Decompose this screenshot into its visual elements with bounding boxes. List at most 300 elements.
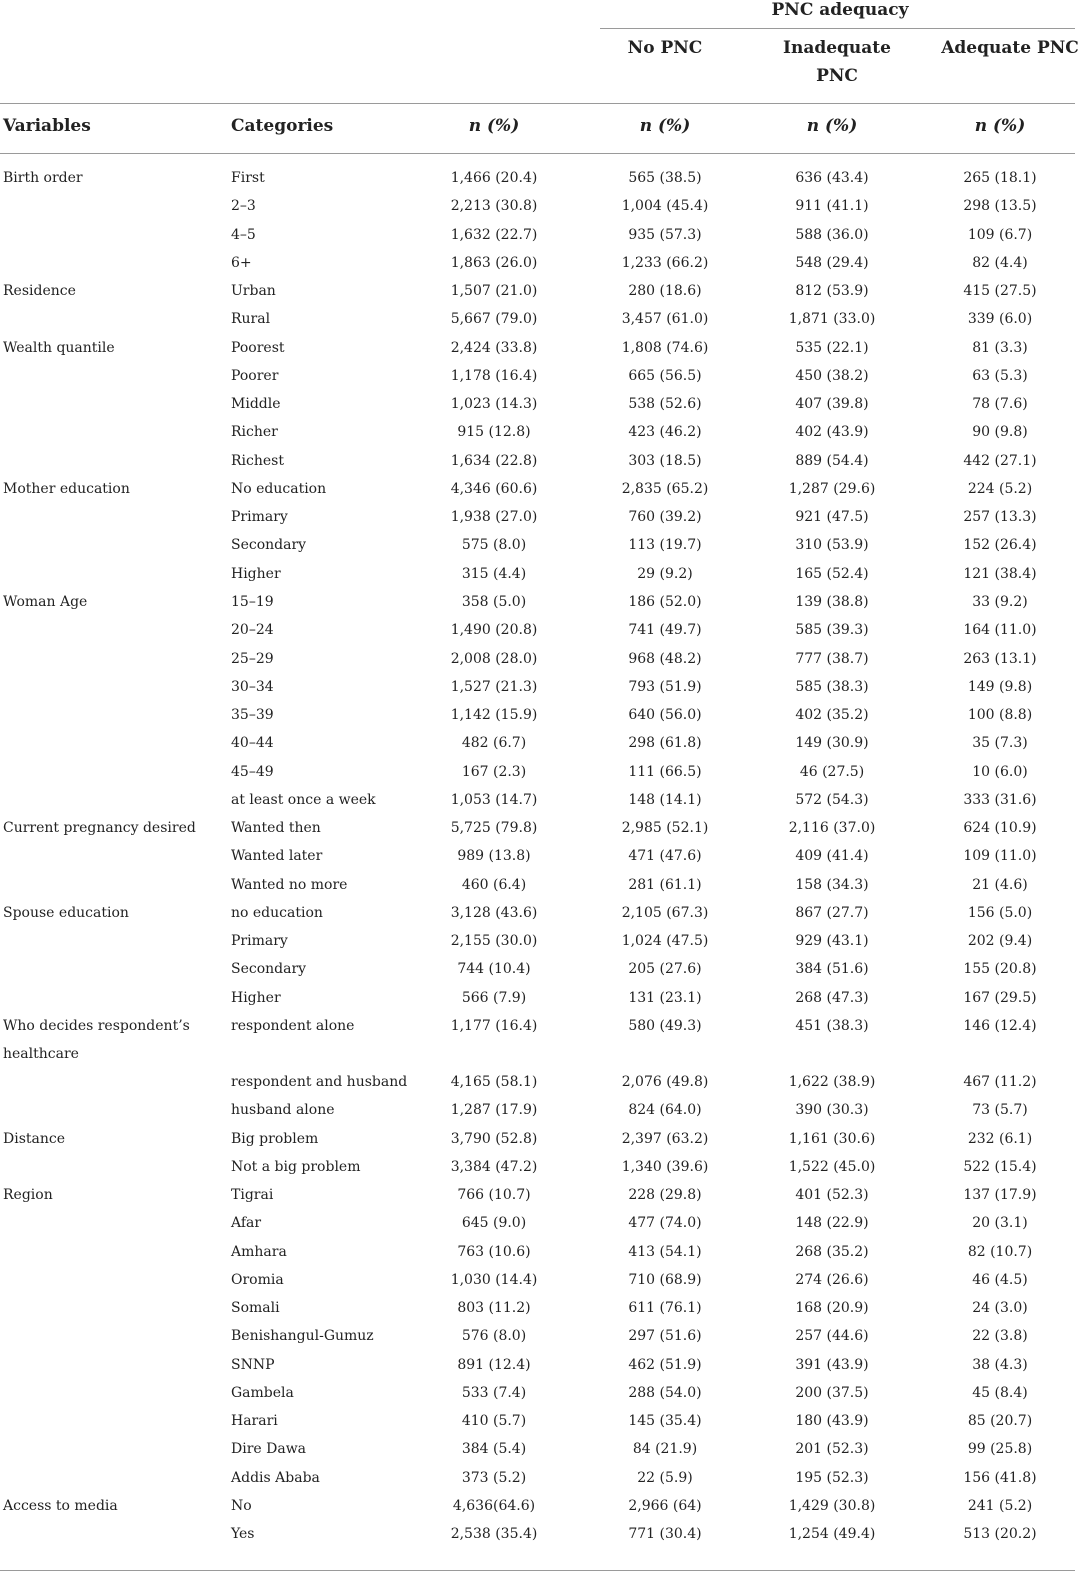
cell-adequate: 78 (7.6): [972, 396, 1028, 413]
header-divider: [0, 103, 1075, 104]
col-n-adequate: n (%): [974, 116, 1026, 136]
cell-adequate: 137 (17.9): [963, 1187, 1037, 1204]
cell-total: 384 (5.4): [461, 1441, 527, 1458]
table-row: [0, 1435, 1080, 1463]
cell-adequate: 202 (9.4): [967, 933, 1033, 950]
cell-adequate: 22 (3.8): [972, 1328, 1028, 1345]
cell-no-pnc: 297 (51.6): [628, 1328, 702, 1345]
cell-inadequate: 585 (39.3): [795, 622, 869, 639]
table-row: [0, 1068, 1080, 1096]
table-row: [0, 1520, 1080, 1548]
cell-category: Poorest: [231, 339, 285, 356]
cell-category: Wanted no more: [231, 876, 348, 893]
cell-variable: Spouse education: [3, 904, 129, 921]
table-row: [0, 1294, 1080, 1322]
cell-total: 3,790 (52.8): [450, 1130, 538, 1147]
table-row: [0, 1322, 1080, 1350]
cell-adequate: 73 (5.7): [972, 1102, 1028, 1119]
cell-inadequate: 867 (27.7): [795, 904, 869, 921]
table-row: [0, 1238, 1080, 1266]
cell-category: Secondary: [231, 961, 307, 978]
cell-category: 6+: [231, 254, 252, 271]
cell-category: 2–3: [231, 198, 256, 215]
cell-total: 315 (4.4): [461, 565, 527, 582]
cell-adequate: 38 (4.3): [972, 1356, 1028, 1373]
table-row: [0, 984, 1080, 1012]
cell-inadequate: 1,429 (30.8): [788, 1497, 876, 1514]
cell-no-pnc: 471 (47.6): [628, 848, 702, 865]
cell-category: 45–49: [231, 763, 274, 780]
col-adequate: Adequate PNC: [941, 38, 1079, 58]
cell-total: 482 (6.7): [461, 735, 527, 752]
cell-total: 576 (8.0): [461, 1328, 527, 1345]
cell-category: Not a big problem: [231, 1158, 361, 1175]
cell-inadequate: 390 (30.3): [795, 1102, 869, 1119]
table-row: [0, 871, 1080, 899]
cell-category: 4–5: [231, 226, 256, 243]
cell-total: 3,128 (43.6): [450, 904, 538, 921]
cell-inadequate: 148 (22.9): [795, 1215, 869, 1232]
cell-no-pnc: 228 (29.8): [628, 1187, 702, 1204]
cell-adequate: 467 (11.2): [963, 1073, 1037, 1090]
cell-no-pnc: 1,233 (66.2): [621, 254, 709, 271]
cell-inadequate: 402 (43.9): [795, 424, 869, 441]
cell-adequate: 333 (31.6): [963, 791, 1037, 808]
cell-adequate: 232 (6.1): [967, 1130, 1033, 1147]
cell-inadequate: 450 (38.2): [795, 367, 869, 384]
cell-variable: Mother education: [3, 480, 130, 497]
cell-category: husband alone: [231, 1102, 335, 1119]
cell-category: Higher: [231, 565, 281, 582]
cell-inadequate: 407 (39.8): [795, 396, 869, 413]
cell-adequate: 257 (13.3): [963, 509, 1037, 526]
col-no-pnc: No PNC: [627, 38, 703, 58]
cell-total: 645 (9.0): [461, 1215, 527, 1232]
cell-inadequate: 257 (44.6): [795, 1328, 869, 1345]
table-row: [0, 1266, 1080, 1294]
table-row: [0, 221, 1080, 249]
cell-no-pnc: 303 (18.5): [628, 452, 702, 469]
table-row: [0, 164, 1080, 192]
cell-inadequate: 2,116 (37.0): [788, 820, 876, 837]
cell-total: 915 (12.8): [457, 424, 531, 441]
cell-inadequate: 812 (53.9): [795, 283, 869, 300]
cell-no-pnc: 280 (18.6): [628, 283, 702, 300]
cell-total: 4,636(64.6): [452, 1497, 536, 1514]
cell-inadequate: 929 (43.1): [795, 933, 869, 950]
cell-inadequate: 588 (36.0): [795, 226, 869, 243]
col-inadequate: Inadequate PNC: [783, 38, 891, 86]
cell-no-pnc: 84 (21.9): [632, 1441, 698, 1458]
col-categories: Categories: [231, 116, 334, 136]
cell-adequate: 99 (25.8): [967, 1441, 1033, 1458]
cell-total: 1,142 (15.9): [450, 707, 538, 724]
cell-inadequate: 168 (20.9): [795, 1300, 869, 1317]
cell-total: 1,053 (14.7): [450, 791, 538, 808]
cell-total: 2,008 (28.0): [450, 650, 538, 667]
cell-total: 533 (7.4): [461, 1384, 527, 1401]
cell-inadequate: 310 (53.9): [795, 537, 869, 554]
table-row: [0, 1464, 1080, 1492]
cell-inadequate: 158 (34.3): [795, 876, 869, 893]
cell-no-pnc: 205 (27.6): [628, 961, 702, 978]
cell-total: 1,632 (22.7): [450, 226, 538, 243]
cell-no-pnc: 148 (14.1): [628, 791, 702, 808]
cell-inadequate: 1,871 (33.0): [788, 311, 876, 328]
cell-no-pnc: 968 (48.2): [628, 650, 702, 667]
cell-category: 30–34: [231, 678, 274, 695]
table-row: [0, 899, 1080, 927]
cell-category: First: [231, 170, 265, 186]
cell-no-pnc: 771 (30.4): [628, 1526, 702, 1543]
cell-adequate: 339 (6.0): [967, 311, 1033, 328]
cell-total: 2,424 (33.8): [450, 339, 538, 356]
cell-no-pnc: 741 (49.7): [628, 622, 702, 639]
cell-total: 2,155 (30.0): [450, 933, 538, 950]
cell-total: 1,023 (14.3): [450, 396, 538, 413]
cell-variable: Access to media: [3, 1497, 118, 1514]
cell-category: Richest: [231, 452, 284, 469]
cell-no-pnc: 111 (66.5): [628, 763, 702, 780]
table-row: [0, 305, 1080, 333]
cell-category: at least once a week: [231, 791, 376, 808]
table-row: [0, 1209, 1080, 1237]
cell-total: 3,384 (47.2): [450, 1158, 538, 1175]
cell-total: 1,490 (20.8): [450, 622, 538, 639]
col-n-inadequate: n (%): [806, 116, 858, 136]
cell-adequate: 156 (41.8): [963, 1469, 1037, 1486]
cell-adequate: 263 (13.1): [963, 650, 1037, 667]
cell-adequate: 522 (15.4): [963, 1158, 1037, 1175]
cell-category: Tigrai: [231, 1187, 274, 1204]
table-bottom-line: [0, 1570, 1075, 1571]
cell-adequate: 442 (27.1): [963, 452, 1037, 469]
cell-category: Middle: [231, 396, 281, 413]
col-variables: Variables: [3, 116, 91, 136]
cell-adequate: 33 (9.2): [972, 593, 1028, 610]
cell-total: 460 (6.4): [461, 876, 527, 893]
cell-no-pnc: 565 (38.5): [628, 170, 702, 186]
cell-no-pnc: 1,808 (74.6): [621, 339, 709, 356]
cell-adequate: 109 (11.0): [963, 848, 1037, 865]
table-row: [0, 729, 1080, 757]
cell-total: 5,725 (79.8): [450, 820, 538, 837]
cell-adequate: 82 (10.7): [967, 1243, 1033, 1260]
group-underline: [600, 28, 1075, 29]
cell-no-pnc: 145 (35.4): [628, 1413, 702, 1430]
cell-adequate: 155 (20.8): [963, 961, 1037, 978]
cell-total: 763 (10.6): [457, 1243, 531, 1260]
cell-total: 167 (2.3): [461, 763, 527, 780]
cell-no-pnc: 2,985 (52.1): [621, 820, 709, 837]
cell-inadequate: 391 (43.9): [795, 1356, 869, 1373]
cell-no-pnc: 611 (76.1): [628, 1300, 702, 1317]
cell-adequate: 146 (12.4): [963, 1017, 1037, 1034]
cell-adequate: 156 (5.0): [967, 904, 1033, 921]
cell-total: 566 (7.9): [461, 989, 527, 1006]
cell-no-pnc: 824 (64.0): [628, 1102, 702, 1119]
cell-total: 891 (12.4): [457, 1356, 531, 1373]
cell-adequate: 241 (5.2): [967, 1497, 1033, 1514]
cell-no-pnc: 793 (51.9): [628, 678, 702, 695]
cell-no-pnc: 1,024 (47.5): [621, 933, 709, 950]
cell-category: 15–19: [231, 593, 274, 610]
cell-no-pnc: 29 (9.2): [637, 565, 693, 582]
cell-category: Primary: [231, 933, 288, 950]
cell-inadequate: 921 (47.5): [795, 509, 869, 526]
cell-inadequate: 1,522 (45.0): [788, 1158, 876, 1175]
cell-total: 410 (5.7): [461, 1413, 527, 1430]
cell-adequate: 81 (3.3): [972, 339, 1028, 356]
cell-adequate: 298 (13.5): [963, 198, 1037, 215]
cell-adequate: 149 (9.8): [967, 678, 1033, 695]
cell-no-pnc: 2,835 (65.2): [621, 480, 709, 497]
cell-category: respondent and husband: [231, 1073, 408, 1090]
cell-no-pnc: 640 (56.0): [628, 707, 702, 724]
cell-total: 1,287 (17.9): [450, 1102, 538, 1119]
cell-adequate: 624 (10.9): [963, 820, 1037, 837]
cell-adequate: 265 (18.1): [963, 170, 1037, 186]
cell-no-pnc: 298 (61.8): [628, 735, 702, 752]
table-row: [0, 1379, 1080, 1407]
cell-inadequate: 409 (41.4): [795, 848, 869, 865]
table-row: [0, 1407, 1080, 1435]
cell-total: 766 (10.7): [457, 1187, 531, 1204]
table-row: [0, 277, 1080, 305]
cell-adequate: 152 (26.4): [963, 537, 1037, 554]
cell-category: Poorer: [231, 367, 279, 384]
cell-inadequate: 201 (52.3): [795, 1441, 869, 1458]
cell-no-pnc: 580 (49.3): [628, 1017, 702, 1034]
cell-adequate: 35 (7.3): [972, 735, 1028, 752]
cell-adequate: 82 (4.4): [972, 254, 1028, 271]
cell-inadequate: 548 (29.4): [795, 254, 869, 271]
cell-category: Wanted then: [231, 820, 321, 837]
cell-category: Primary: [231, 509, 288, 526]
cell-total: 744 (10.4): [457, 961, 531, 978]
cell-adequate: 24 (3.0): [972, 1300, 1028, 1317]
cell-total: 1,938 (27.0): [450, 509, 538, 526]
cell-adequate: 513 (20.2): [963, 1526, 1037, 1543]
cell-inadequate: 268 (35.2): [795, 1243, 869, 1260]
cell-variable: Distance: [3, 1130, 66, 1147]
table-row: [0, 1096, 1080, 1124]
table-row: [0, 616, 1080, 644]
cell-total: 4,165 (58.1): [450, 1073, 538, 1090]
cell-inadequate: 535 (22.1): [795, 339, 869, 356]
cell-inadequate: 1,161 (30.6): [788, 1130, 876, 1147]
table-row: [0, 503, 1080, 531]
group-title: PNC adequacy: [771, 0, 909, 20]
cell-inadequate: 200 (37.5): [795, 1384, 869, 1401]
cell-inadequate: 402 (35.2): [795, 707, 869, 724]
cell-inadequate: 195 (52.3): [795, 1469, 869, 1486]
table-body: [0, 164, 1080, 1548]
cell-no-pnc: 477 (74.0): [628, 1215, 702, 1232]
cell-inadequate: 572 (54.3): [795, 791, 869, 808]
cell-total: 1,634 (22.8): [450, 452, 538, 469]
cell-adequate: 45 (8.4): [972, 1384, 1028, 1401]
cell-no-pnc: 462 (51.9): [628, 1356, 702, 1373]
table-row: [0, 1012, 1080, 1068]
cell-variable: Woman Age: [3, 593, 88, 610]
cell-inadequate: 777 (38.7): [795, 650, 869, 667]
cell-inadequate: 268 (47.3): [795, 989, 869, 1006]
cell-no-pnc: 2,397 (63.2): [621, 1130, 709, 1147]
cell-total: 1,507 (21.0): [450, 283, 538, 300]
table-row: [0, 475, 1080, 503]
table-row: [0, 673, 1080, 701]
cell-no-pnc: 281 (61.1): [628, 876, 702, 893]
cell-total: 2,213 (30.8): [450, 198, 538, 215]
cell-total: 4,346 (60.6): [450, 480, 538, 497]
cell-inadequate: 180 (43.9): [795, 1413, 869, 1430]
cell-total: 989 (13.8): [457, 848, 531, 865]
cell-adequate: 10 (6.0): [972, 763, 1028, 780]
cell-inadequate: 1,254 (49.4): [788, 1526, 876, 1543]
cell-adequate: 121 (38.4): [963, 565, 1037, 582]
cell-no-pnc: 2,105 (67.3): [621, 904, 709, 921]
cell-adequate: 63 (5.3): [972, 367, 1028, 384]
cell-inadequate: 911 (41.1): [795, 198, 869, 215]
cell-category: Oromia: [231, 1271, 284, 1288]
table-row: [0, 758, 1080, 786]
table-row: [0, 1351, 1080, 1379]
cell-category: Gambela: [231, 1384, 294, 1401]
cell-category: Secondary: [231, 537, 307, 554]
cell-variable: Birth order: [3, 170, 83, 186]
cell-category: No education: [231, 480, 327, 497]
cell-inadequate: 274 (26.6): [795, 1271, 869, 1288]
cell-adequate: 20 (3.1): [972, 1215, 1028, 1232]
cell-no-pnc: 538 (52.6): [628, 396, 702, 413]
cell-inadequate: 451 (38.3): [795, 1017, 869, 1034]
col-n-total: n (%): [468, 116, 520, 136]
table-row: [0, 1125, 1080, 1153]
cell-variable: Current pregnancy desired: [3, 820, 196, 837]
table-row: [0, 390, 1080, 418]
cell-total: 1,178 (16.4): [450, 367, 538, 384]
table-row: [0, 814, 1080, 842]
cell-no-pnc: 935 (57.3): [628, 226, 702, 243]
cell-variable: Region: [3, 1187, 53, 1204]
cell-no-pnc: 2,076 (49.8): [621, 1073, 709, 1090]
cell-category: No: [231, 1497, 252, 1514]
table-row: [0, 531, 1080, 559]
cell-no-pnc: 186 (52.0): [628, 593, 702, 610]
cell-inadequate: 384 (51.6): [795, 961, 869, 978]
cell-inadequate: 585 (38.3): [795, 678, 869, 695]
table-row: [0, 1153, 1080, 1181]
cell-category: Afar: [231, 1215, 262, 1232]
table-row: [0, 1492, 1080, 1520]
cell-category: respondent alone: [231, 1017, 355, 1034]
cell-no-pnc: 710 (68.9): [628, 1271, 702, 1288]
cell-inadequate: 1,622 (38.9): [788, 1073, 876, 1090]
cell-category: 20–24: [231, 622, 274, 639]
table-row: [0, 701, 1080, 729]
cell-total: 803 (11.2): [457, 1300, 531, 1317]
table-row: [0, 447, 1080, 475]
cell-category: Big problem: [231, 1130, 319, 1147]
cell-category: Higher: [231, 989, 281, 1006]
cell-no-pnc: 3,457 (61.0): [621, 311, 709, 328]
cell-no-pnc: 760 (39.2): [628, 509, 702, 526]
cell-total: 1,030 (14.4): [450, 1271, 538, 1288]
table-row: [0, 955, 1080, 983]
header-bottom-line: [0, 153, 1075, 154]
table-row: [0, 927, 1080, 955]
cell-total: 1,466 (20.4): [450, 170, 538, 186]
cell-inadequate: 889 (54.4): [795, 452, 869, 469]
cell-no-pnc: 665 (56.5): [628, 367, 702, 384]
col-n-no-pnc: n (%): [639, 116, 691, 136]
cell-no-pnc: 131 (23.1): [628, 989, 702, 1006]
cell-category: Addis Ababa: [231, 1469, 320, 1486]
cell-category: Amhara: [231, 1243, 287, 1260]
cell-no-pnc: 113 (19.7): [628, 537, 702, 554]
cell-adequate: 21 (4.6): [972, 876, 1028, 893]
cell-inadequate: 46 (27.5): [799, 763, 865, 780]
table-header: [0, 0, 1080, 155]
cell-inadequate: 165 (52.4): [795, 565, 869, 582]
cell-category: Yes: [231, 1526, 255, 1543]
cell-adequate: 164 (11.0): [963, 622, 1037, 639]
cell-no-pnc: 22 (5.9): [637, 1469, 693, 1486]
cell-category: Urban: [231, 283, 276, 300]
cell-category: Benishangul-Gumuz: [231, 1328, 374, 1345]
cell-total: 5,667 (79.0): [450, 311, 538, 328]
cell-adequate: 46 (4.5): [972, 1271, 1028, 1288]
table-row: [0, 249, 1080, 277]
cell-category: no education: [231, 904, 323, 921]
cell-variable: Residence: [3, 283, 76, 300]
table-row: [0, 418, 1080, 446]
cell-total: 2,538 (35.4): [450, 1526, 538, 1543]
cell-adequate: 90 (9.8): [972, 424, 1028, 441]
cell-no-pnc: 1,004 (45.4): [621, 198, 709, 215]
cell-inadequate: 1,287 (29.6): [788, 480, 876, 497]
cell-inadequate: 401 (52.3): [795, 1187, 869, 1204]
table-row: [0, 362, 1080, 390]
cell-category: Dire Dawa: [231, 1441, 307, 1458]
cell-total: 1,863 (26.0): [450, 254, 538, 271]
cell-category: Harari: [231, 1413, 278, 1430]
cell-inadequate: 149 (30.9): [795, 735, 869, 752]
cell-no-pnc: 1,340 (39.6): [621, 1158, 709, 1175]
table-row: [0, 842, 1080, 870]
cell-no-pnc: 413 (54.1): [628, 1243, 702, 1260]
cell-category: 35–39: [231, 707, 274, 724]
cell-category: 40–44: [231, 735, 274, 752]
cell-adequate: 85 (20.7): [967, 1413, 1033, 1430]
cell-inadequate: 636 (43.4): [795, 170, 869, 186]
cell-category: 25–29: [231, 650, 274, 667]
cell-adequate: 415 (27.5): [963, 283, 1037, 300]
cell-variable: Wealth quantile: [3, 339, 115, 356]
table-row: [0, 1181, 1080, 1209]
cell-total: 1,177 (16.4): [450, 1017, 538, 1034]
cell-total: 358 (5.0): [461, 593, 527, 610]
cell-no-pnc: 288 (54.0): [628, 1384, 702, 1401]
cell-category: SNNP: [231, 1356, 275, 1373]
cell-category: Wanted later: [231, 848, 323, 865]
cell-category: Richer: [231, 424, 278, 441]
cell-adequate: 100 (8.8): [967, 707, 1033, 724]
cell-category: Somali: [231, 1300, 280, 1317]
table-row: [0, 786, 1080, 814]
cell-adequate: 167 (29.5): [963, 989, 1037, 1006]
